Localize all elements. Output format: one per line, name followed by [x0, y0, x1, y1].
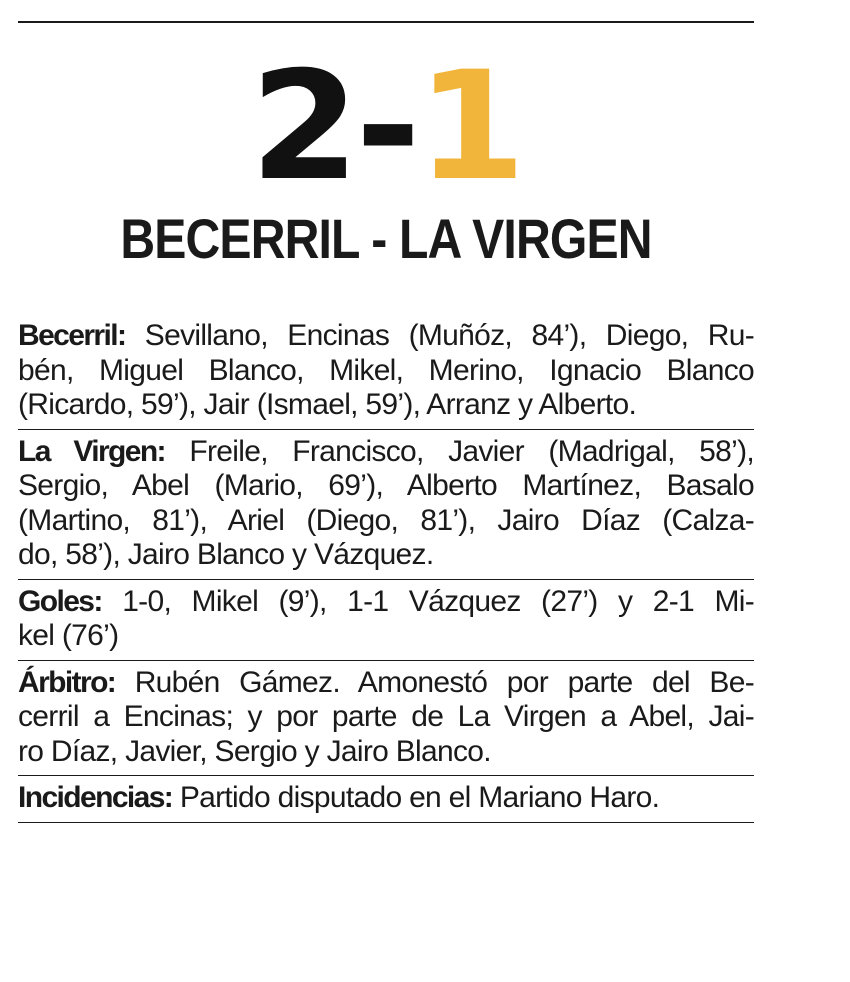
match-report [18, 21, 754, 823]
text-line: ro Díaz, Javier, Sergio y Jairo Blanco. [18, 734, 491, 768]
lineup-becerril [18, 314, 754, 430]
score-separator: - [355, 40, 417, 214]
section-label: Árbitro: [18, 665, 116, 699]
incidents [18, 776, 754, 823]
text-line: (Ricardo, 59’), Jair (Ismael, 59’), Arranz y Alberto. [18, 388, 637, 421]
text-line: cerril a Encinas; y por parte de La Virgen a Abel, Jai- [18, 700, 754, 733]
text-line [18, 781, 754, 816]
text-line [18, 435, 754, 470]
text-line [18, 666, 754, 701]
section-text: Freile, Francisco, Javier (Madrigal, 58’), [164, 434, 754, 468]
text-line [18, 319, 754, 354]
text-line: do, 58’), Jairo Blanco y Vázquez. [18, 538, 434, 571]
away-score: 1 [416, 40, 522, 214]
lineup-la-virgen [18, 430, 754, 580]
section-label: Incidencias: [18, 781, 173, 814]
text-line: Sergio, Abel (Mario, 69’), Alberto Martínez, Basalo [18, 469, 754, 502]
home-score: 2 [250, 40, 356, 214]
text-line: bén, Miguel Blanco, Mikel, Merino, Ignacio Blanco [18, 353, 754, 387]
section-text: Rubén Gámez. Amonestó por parte del Be- [115, 665, 754, 699]
text-line [18, 585, 754, 620]
top-divider [18, 21, 754, 23]
referee [18, 661, 754, 777]
match-details [18, 314, 754, 823]
final-score [0, 40, 772, 214]
section-label: La Virgen: [18, 434, 165, 468]
section-text: Sevillano, Encinas (Muñóz, 84’), Diego, Ru- [125, 319, 754, 352]
section-label: Goles: [18, 584, 102, 618]
section-text: 1-0, Mikel (9’), 1-1 Vázquez (27’) y 2-1 Mi- [101, 584, 754, 618]
matchup-title: BECERRIL - LA VIRGEN [120, 207, 652, 270]
section-text: Partido disputado en el Mariano Haro. [172, 781, 660, 814]
goals [18, 580, 754, 661]
section-label: Becerril: [18, 319, 126, 352]
text-line: kel (76’) [18, 619, 119, 652]
text-line: (Martino, 81’), Ariel (Diego, 81’), Jairo Díaz (Calza- [18, 503, 754, 537]
